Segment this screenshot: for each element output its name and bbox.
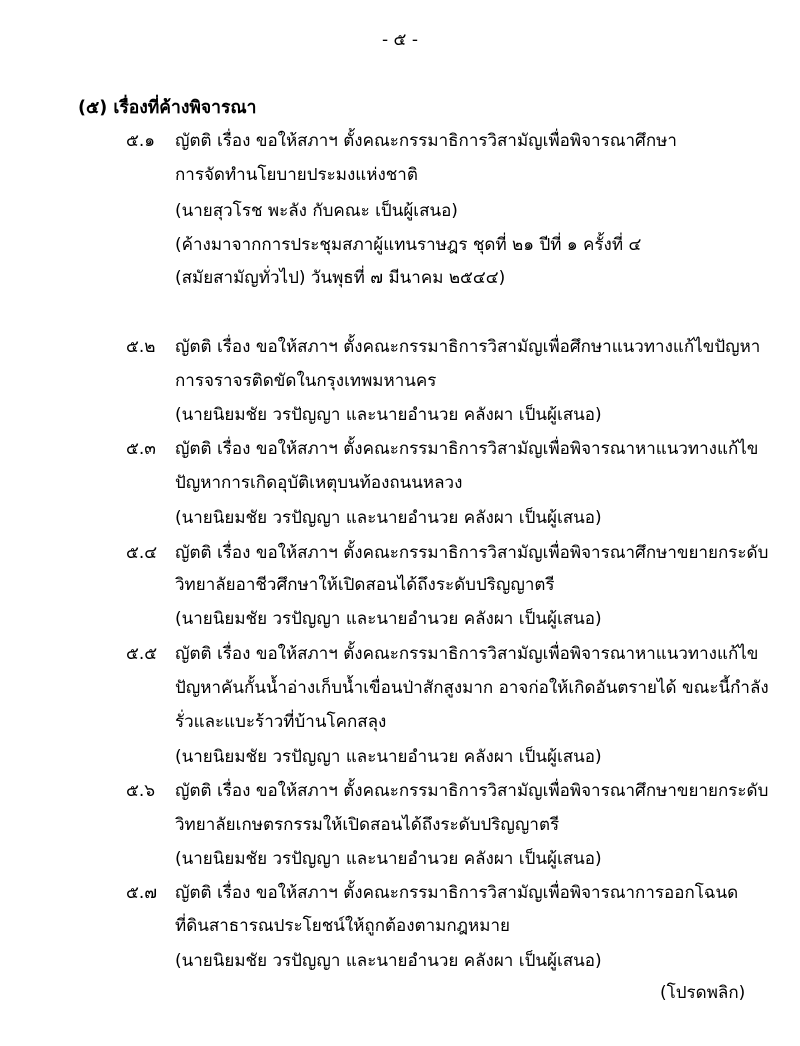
item-line: รั่วและแบะร้าวที่บ้านโคกสลุง <box>175 712 387 732</box>
item-line: การจราจรติดขัดในกรุงเทพมหานคร <box>175 371 437 391</box>
item-number: ๕.๑ <box>126 131 156 151</box>
item-line: (สมัยสามัญทั่วไป) วันพุธที่ ๗ มีนาคม ๒๕๔๔) <box>175 268 506 288</box>
item-number: ๕.๔ <box>126 543 158 563</box>
item-number: ๕.๒ <box>126 337 156 357</box>
item-line: ญัตติ เรื่อง ขอให้สภาฯ ตั้งคณะกรรมาธิการวิสามัญเพื่อพิจารณาศึกษาขยายกระดับ <box>175 781 769 801</box>
item-line: (นายนิยมชัย วรปัญญา และนายอำนวย คลังผา เป็นผู้เสนอ) <box>175 609 602 629</box>
item-line: การจัดทำนโยบายประมงแห่งชาติ <box>175 165 418 185</box>
item-line: (นายนิยมชัย วรปัญญา และนายอำนวย คลังผา เป็นผู้เสนอ) <box>175 508 602 528</box>
item-line: ปัญหาการเกิดอุบัติเหตุบนท้องถนนหลวง <box>175 473 463 493</box>
please-turn-over-note: (โปรดพลิก) <box>660 983 746 1003</box>
item-line: (นายนิยมชัย วรปัญญา และนายอำนวย คลังผา เป็นผู้เสนอ) <box>175 405 602 425</box>
item-line: วิทยาลัยเกษตรกรรมให้เปิดสอนได้ถึงระดับปริญญาตรี <box>175 815 560 835</box>
item-line: ญัตติ เรื่อง ขอให้สภาฯ ตั้งคณะกรรมาธิการวิสามัญเพื่อพิจารณาการออกโฉนด <box>175 883 739 903</box>
item-line: (นายสุวโรช พะลัง กับคณะ เป็นผู้เสนอ) <box>175 201 458 221</box>
item-number: ๕.๕ <box>126 644 158 664</box>
item-line: ญัตติ เรื่อง ขอให้สภาฯ ตั้งคณะกรรมาธิการวิสามัญเพื่อพิจารณาศึกษาขยายกระดับ <box>175 543 769 563</box>
page-number: - ๕ - <box>382 30 418 50</box>
item-line: (ค้างมาจากการประชุมสภาผู้แทนราษฎร ชุดที่ ๒๑ ปีที่ ๑ ครั้งที่ ๔ <box>175 235 642 255</box>
item-line: (นายนิยมชัย วรปัญญา และนายอำนวย คลังผา เป็นผู้เสนอ) <box>175 849 602 869</box>
item-line: ปัญหาคันกั้นน้ำอ่างเก็บน้ำเขื่อนป่าสักสูงมาก อาจก่อให้เกิดอันตรายได้ ขณะนี้กำลัง <box>175 678 769 698</box>
item-line: (นายนิยมชัย วรปัญญา และนายอำนวย คลังผา เป็นผู้เสนอ) <box>175 951 602 971</box>
section-heading: (๕) เรื่องที่ค้างพิจารณา <box>78 98 257 118</box>
item-line: ที่ดินสาธารณประโยชน์ให้ถูกต้องตามกฎหมาย <box>175 916 510 936</box>
item-number: ๕.๖ <box>126 781 156 801</box>
item-line: วิทยาลัยอาชีวศึกษาให้เปิดสอนได้ถึงระดับปริญญาตรี <box>175 575 555 595</box>
item-line: (นายนิยมชัย วรปัญญา และนายอำนวย คลังผา เป็นผู้เสนอ) <box>175 747 602 767</box>
item-number: ๕.๗ <box>126 883 158 903</box>
item-line: ญัตติ เรื่อง ขอให้สภาฯ ตั้งคณะกรรมาธิการวิสามัญเพื่อพิจารณาศึกษา <box>175 131 677 151</box>
item-line: ญัตติ เรื่อง ขอให้สภาฯ ตั้งคณะกรรมาธิการวิสามัญเพื่อศึกษาแนวทางแก้ไขปัญหา <box>175 337 761 357</box>
item-line: ญัตติ เรื่อง ขอให้สภาฯ ตั้งคณะกรรมาธิการวิสามัญเพื่อพิจารณาหาแนวทางแก้ไข <box>175 439 759 459</box>
item-line: ญัตติ เรื่อง ขอให้สภาฯ ตั้งคณะกรรมาธิการวิสามัญเพื่อพิจารณาหาแนวทางแก้ไข <box>175 644 759 664</box>
item-number: ๕.๓ <box>126 439 156 459</box>
